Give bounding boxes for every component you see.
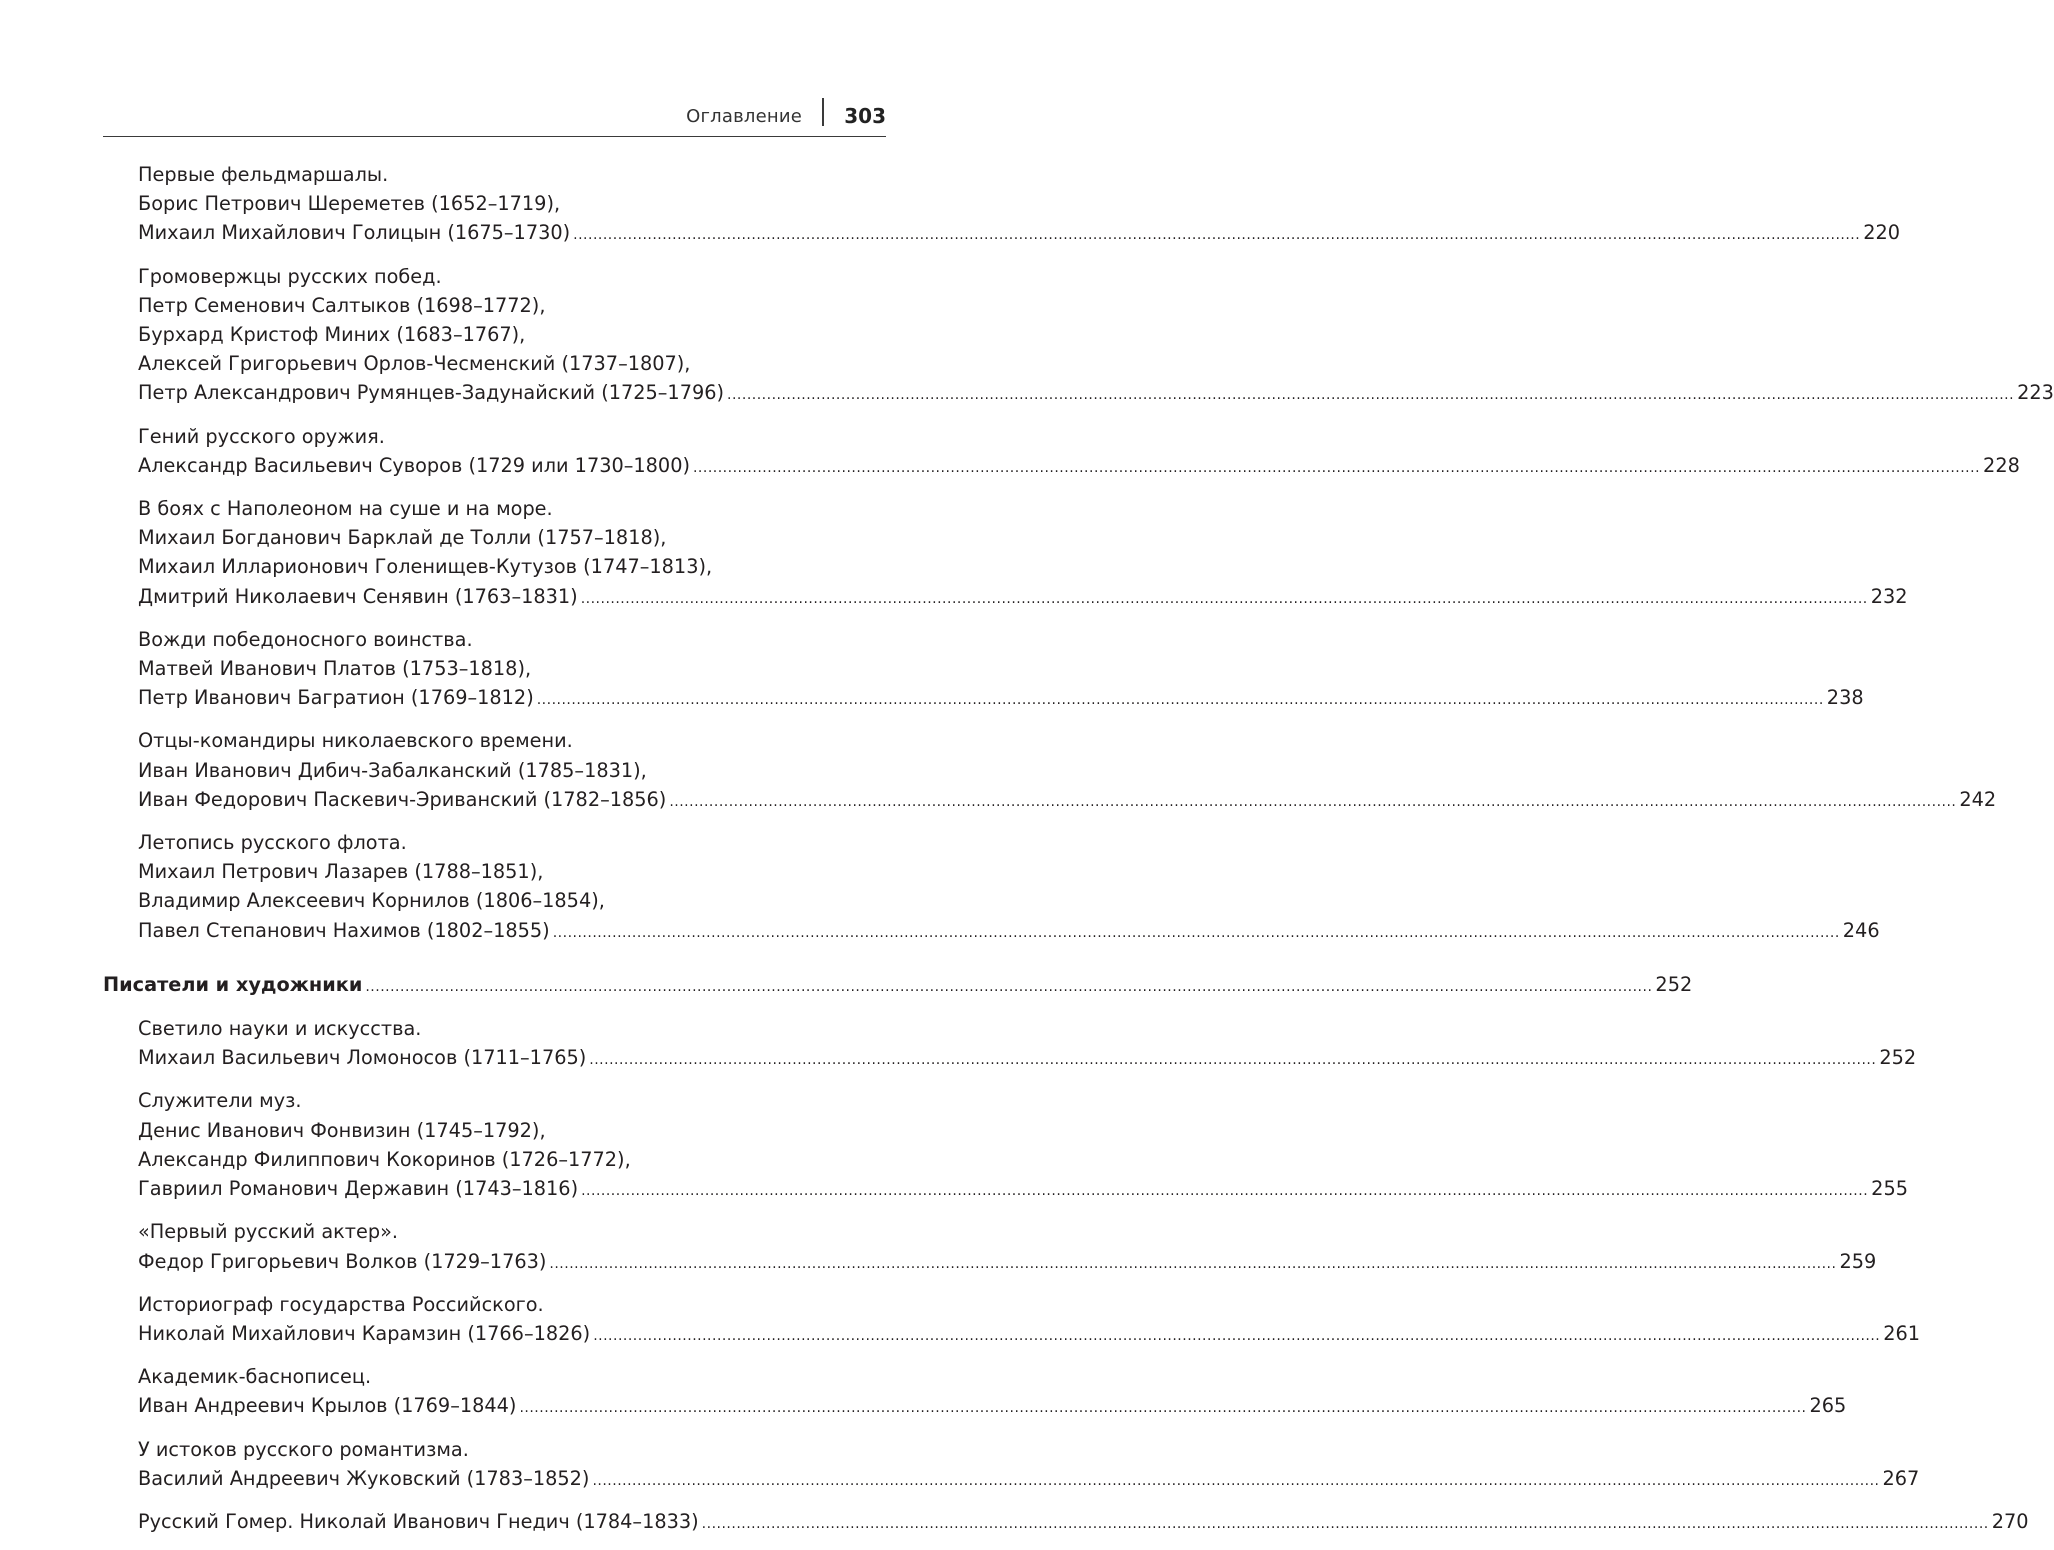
toc-page-number: 228 (1983, 453, 2020, 477)
table-of-contents (103, 160, 2054, 1550)
toc-entry (103, 494, 1908, 614)
toc-line-text: Петр Иванович Багратион (1769–1812) (138, 686, 534, 710)
toc-line (138, 1391, 1847, 1423)
dot-leader: .................................................................................................................................................................................................................................................................... (727, 387, 2015, 404)
toc-line (138, 218, 1901, 250)
toc-entry (103, 262, 2054, 411)
toc-line (138, 1014, 886, 1043)
toc-line (138, 1043, 1917, 1075)
dot-leader: .................................................................................................................................................................................................................................................................... (573, 227, 1861, 244)
toc-line-text: Светило науки и искусства. (138, 1017, 422, 1041)
toc-line-text: Бурхард Кристоф Миних (1683–1767), (138, 323, 526, 347)
toc-line (138, 1507, 2029, 1539)
toc-line-text: Первые фельдмаршалы. (138, 163, 389, 186)
toc-line-text: Алексей Григорьевич Орлов-Чесменский (1737–1807), (138, 352, 691, 376)
toc-line-text: Русский Гомер. Николай Иванович Гнедич (1784–1833) (138, 1509, 699, 1533)
toc-page-number: 223 (2017, 381, 2054, 405)
toc-line (138, 1247, 1877, 1279)
running-header (103, 96, 886, 137)
toc-page-number: 270 (1991, 1509, 2029, 1533)
toc-line-text: Летопись русского флота. (138, 831, 407, 855)
toc-line (138, 320, 886, 349)
toc-line (138, 378, 2054, 410)
toc-line (138, 1464, 1920, 1496)
toc-line-text: Федор Григорьевич Волков (1729–1763) (138, 1249, 547, 1273)
toc-line (138, 726, 886, 755)
toc-line-text: Иван Андреевич Крылов (1769–1844) (138, 1394, 517, 1418)
toc-line (138, 857, 886, 886)
toc-line-text: Михаил Васильевич Ломоносов (1711–1765) (138, 1046, 587, 1070)
toc-line-text: Павел Степанович Нахимов (1802–1855) (138, 918, 550, 942)
toc-line (138, 625, 886, 654)
toc-line (138, 683, 1864, 715)
toc-line-text: Петр Александрович Румянцев-Задунайский (1725–1796) (138, 381, 725, 405)
toc-page-number: 232 (1870, 584, 1908, 608)
dot-leader: .................................................................................................................................................................................................................................................................... (701, 1515, 1989, 1532)
toc-line (138, 349, 886, 378)
toc-line (138, 189, 886, 218)
dot-leader: .................................................................................................................................................................................................................................................................... (549, 1255, 1837, 1272)
toc-line (138, 1435, 886, 1464)
toc-line-text: Михаил Богданович Барклай де Толли (1757–1818), (138, 526, 667, 550)
dot-leader: .................................................................................................................................................................................................................................................................... (581, 1183, 1869, 1200)
toc-page-number: 252 (1655, 972, 1693, 996)
toc-page-number: 242 (1959, 787, 1997, 811)
toc-page-number: 220 (1863, 221, 1901, 245)
toc-line (103, 970, 1693, 1002)
toc-entry (103, 1014, 1917, 1075)
toc-line-text: Михаил Петрович Лазарев (1788–1851), (138, 860, 544, 884)
toc-line (138, 451, 2020, 483)
toc-page-number: 255 (1871, 1177, 1908, 1201)
header-divider (822, 98, 824, 126)
toc-line (138, 494, 886, 523)
dot-leader: .................................................................................................................................................................................................................................................................... (536, 692, 1824, 709)
toc-page-number: 265 (1809, 1394, 1847, 1418)
toc-line-text: У истоков русского романтизма. (138, 1437, 469, 1461)
toc-line (138, 552, 886, 581)
toc-line (138, 1290, 886, 1319)
toc-entry (103, 726, 1997, 817)
toc-line (138, 1362, 886, 1391)
toc-line (138, 160, 886, 189)
toc-line-text: Владимир Алексеевич Корнилов (1806–1854), (138, 889, 605, 913)
toc-line (138, 1217, 886, 1246)
toc-page-number: 267 (1882, 1466, 1920, 1490)
toc-line-text: «Первый русский актер». (138, 1220, 399, 1244)
toc-line (138, 828, 886, 857)
toc-line-text: Михаил Илларионович Голенищев-Кутузов (1747–1813), (138, 555, 713, 579)
toc-line (138, 785, 1997, 817)
toc-line-text: Борис Петрович Шереметев (1652–1719), (138, 192, 561, 216)
toc-line (138, 654, 886, 683)
toc-line (138, 582, 1908, 614)
header-page-number: 303 (844, 104, 886, 128)
toc-page-number: 252 (1879, 1046, 1917, 1070)
toc-entry (103, 1362, 1847, 1423)
toc-line (138, 523, 886, 552)
toc-line-text: Николай Михайлович Карамзин (1766–1826) (138, 1321, 591, 1345)
toc-entry (103, 625, 1864, 716)
toc-entry (103, 828, 1880, 948)
toc-line-text: Иван Иванович Дибич-Забалканский (1785–1831), (138, 758, 647, 782)
toc-line-text: Гений русского оружия. (138, 424, 385, 448)
dot-leader: .................................................................................................................................................................................................................................................................... (593, 1327, 1881, 1344)
dot-leader: .................................................................................................................................................................................................................................................................... (592, 1472, 1880, 1489)
toc-line-text: Гавриил Романович Державин (1743–1816) (138, 1177, 579, 1201)
toc-line (138, 1319, 1921, 1351)
dot-leader: .................................................................................................................................................................................................................................................................... (580, 590, 1868, 607)
toc-line-text: Дмитрий Николаевич Сенявин (1763–1831) (138, 584, 578, 608)
toc-line-text: Историограф государства Российского. (138, 1292, 544, 1316)
toc-line (138, 422, 886, 451)
toc-line-text: Громовержцы русских побед. (138, 264, 442, 288)
toc-line (138, 1145, 886, 1174)
toc-line-text: Иван Федорович Паскевич-Эриванский (1782–1856) (138, 787, 667, 811)
toc-line-text: Академик-баснописец. (138, 1365, 372, 1389)
dot-leader: .................................................................................................................................................................................................................................................................... (552, 924, 1840, 941)
toc-line-text: Матвей Иванович Платов (1753–1818), (138, 657, 532, 681)
toc-line (138, 916, 1880, 948)
toc-line-text: Отцы-командиры николаевского времени. (138, 729, 573, 753)
toc-line-text: Служители муз. (138, 1089, 302, 1113)
header-title: Оглавление (686, 106, 802, 127)
toc-line-text: Денис Иванович Фонвизин (1745–1792), (138, 1118, 546, 1142)
toc-entry (103, 1435, 1920, 1496)
toc-entry (103, 1507, 2029, 1539)
toc-line-text: Писатели и художники (103, 972, 363, 996)
toc-line-text: Александр Васильевич Суворов (1729 или 1730–1800) (138, 453, 690, 477)
dot-leader: .................................................................................................................................................................................................................................................................... (589, 1052, 1877, 1069)
dot-leader: .................................................................................................................................................................................................................................................................... (365, 978, 1653, 995)
toc-page-number: 259 (1839, 1249, 1877, 1273)
toc-line-text: Петр Семенович Салтыков (1698–1772), (138, 293, 546, 317)
toc-page-number: 261 (1883, 1321, 1921, 1345)
toc-line (138, 262, 886, 291)
toc-line (138, 291, 886, 320)
toc-line (138, 1086, 886, 1115)
toc-line (138, 1116, 886, 1145)
toc-entry (103, 422, 2020, 483)
toc-line-text: Василий Андреевич Жуковский (1783–1852) (138, 1466, 590, 1490)
dot-leader: .................................................................................................................................................................................................................................................................... (692, 459, 1981, 476)
toc-line-text: Михаил Михайлович Голицын (1675–1730) (138, 221, 571, 245)
toc-entry (103, 1290, 1921, 1351)
toc-page-number: 238 (1826, 686, 1864, 710)
toc-section (103, 970, 1693, 1002)
toc-line-text: В боях с Наполеоном на суше и на море. (138, 497, 553, 521)
toc-entry (103, 160, 1901, 251)
toc-line-text: Вожди победоносного воинства. (138, 627, 473, 651)
toc-line (138, 756, 886, 785)
toc-line (138, 1174, 1908, 1206)
toc-line-text: Александр Филиппович Кокоринов (1726–1772), (138, 1147, 631, 1171)
dot-leader: .................................................................................................................................................................................................................................................................... (669, 793, 1957, 810)
toc-page-number: 246 (1842, 918, 1880, 942)
dot-leader: .................................................................................................................................................................................................................................................................... (519, 1400, 1807, 1417)
toc-entry (103, 1217, 1877, 1278)
toc-entry (103, 1086, 1908, 1206)
toc-line (138, 886, 886, 915)
